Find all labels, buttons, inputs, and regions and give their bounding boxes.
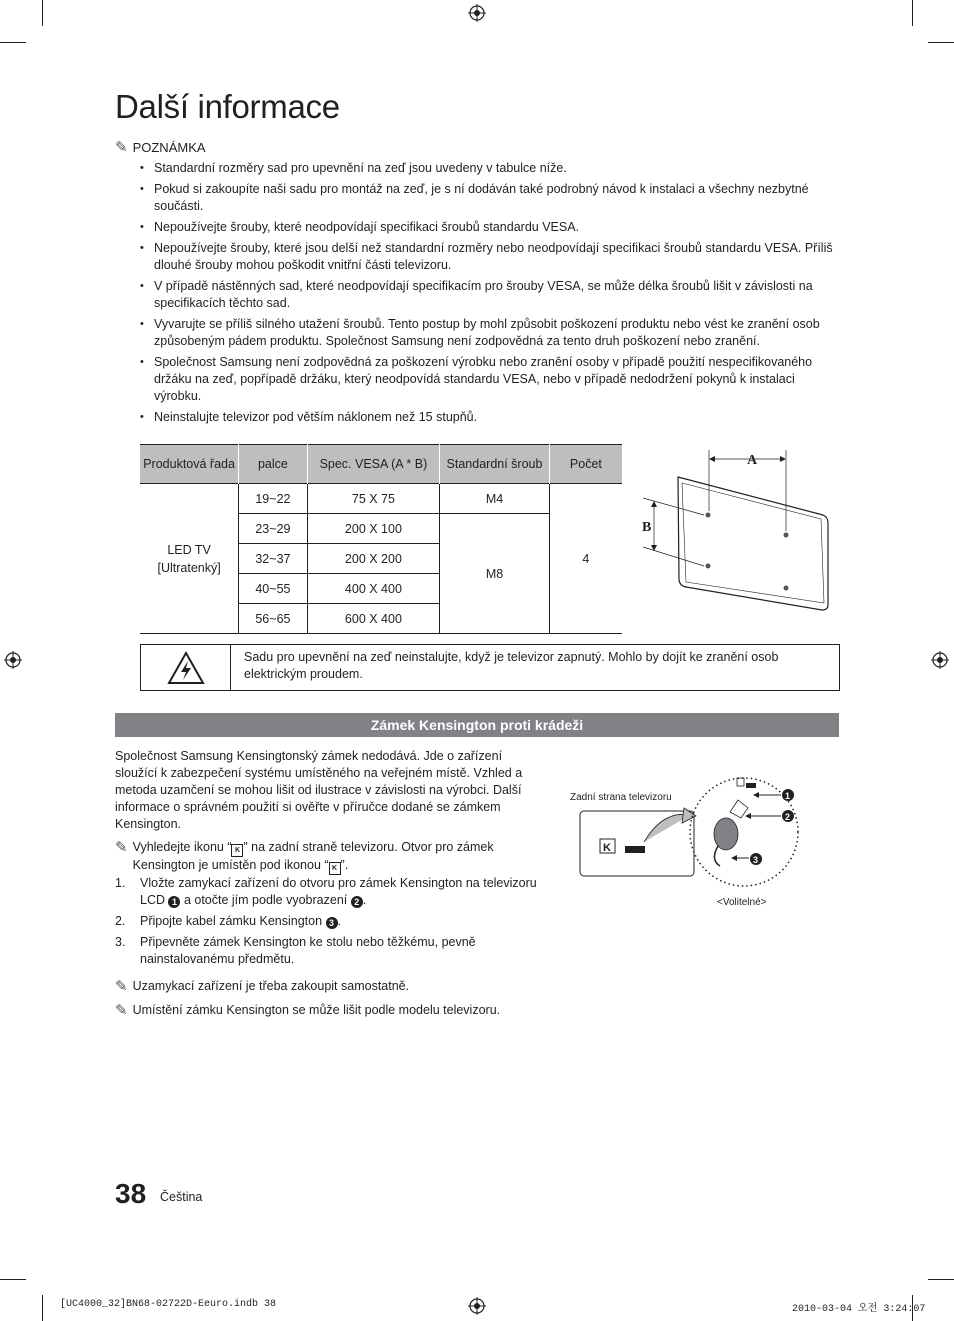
figure-label-optional: <Volitelné>: [717, 897, 767, 908]
table-cell: M4: [440, 484, 550, 514]
callout-1-icon: 1: [168, 896, 180, 908]
page-number: 38: [115, 1178, 147, 1209]
crop-mark: [42, 0, 43, 26]
warning-box: [140, 644, 840, 691]
dimension-label-b: B: [642, 520, 652, 535]
registration-mark-icon: [468, 1297, 486, 1315]
step-number: 1.: [115, 876, 126, 890]
pencil-note-icon: ✎: [115, 1002, 128, 1019]
registration-mark-icon: [931, 651, 949, 669]
list-item: • Vyvarujte se příliš silného utažení šroubů. Tento postup by mohl způsobit poškození produktu nebo vést ke zranění osob způsobeným pádem produktu. Společnost Samsung není zodpovědná za tento druh poškození nebo zranění.: [140, 316, 840, 350]
table-header: Spec. VESA (A * B): [307, 445, 440, 484]
pencil-note-icon: ✎: [115, 978, 128, 995]
list-item: • Standardní rozměry sad pro upevnění na zeď jsou uvedeny v tabulce níže.: [140, 160, 840, 177]
kensington-note: [115, 978, 555, 995]
table-cell: 56~65: [239, 604, 307, 634]
note-text: Umístění zámku Kensington se může lišit podle modelu televizoru.: [132, 1003, 501, 1017]
page-language: Čeština: [160, 1190, 203, 1204]
count-cell: 4: [549, 484, 622, 634]
callout-1-label: 1: [785, 791, 791, 801]
callout-3-label: 3: [753, 855, 759, 865]
step-text: Připevněte zámek Kensington ke stolu nebo těžkému, pevně nainstalovanému předmětu.: [140, 935, 476, 966]
kensington-note: [115, 1002, 555, 1019]
step-item: [115, 934, 555, 968]
imprint-file: [UC4000_32]BN68-02722D-Eeuro.indb 38: [60, 1299, 277, 1310]
note-text-part: ”.: [340, 858, 349, 872]
table-cell: 600 X 400: [307, 604, 440, 634]
crop-mark: [42, 1295, 43, 1321]
step-text-part: .: [337, 914, 342, 928]
step-text: [140, 913, 341, 930]
callout-3-icon: 3: [326, 917, 338, 929]
table-cell: M8: [440, 514, 550, 634]
product-line-label: LED TV [Ultratenký]: [157, 542, 221, 575]
vesa-spec-table: [140, 444, 622, 634]
note-text: [133, 839, 535, 875]
callout-2-icon: 2: [351, 896, 363, 908]
note-heading-label: POZNÁMKA: [132, 139, 206, 155]
pencil-note-icon: ✎: [115, 839, 128, 856]
list-item: • Pokud si zakoupíte naši sadu pro montáž na zeď, je s ní dodáván také podrobný návod k instalaci a všechny nezbytné součásti.: [140, 181, 840, 215]
step-text-part: a otočte jím podle vyobrazení: [180, 893, 351, 907]
note-text-part: Vyhledejte ikonu “: [132, 840, 232, 854]
kensington-k-icon: K: [329, 862, 341, 875]
dimension-label-a: A: [747, 453, 758, 468]
crop-mark: [912, 0, 913, 26]
step-item: [115, 875, 555, 909]
step-number: 3.: [115, 935, 126, 949]
electric-shock-warning-icon: [167, 651, 205, 685]
note-bullet-list: [140, 160, 840, 430]
list-item: • Nepoužívejte šrouby, které neodpovídají specifikaci šroubů standardu VESA.: [140, 219, 840, 236]
table-header: Počet: [549, 445, 622, 484]
list-item: • V případě nástěnných sad, které neodpovídají specifikacím pro šrouby VESA, se může délka šroubů lišit v závislosti na specifikacích těchto sad.: [140, 278, 840, 312]
note-heading: [115, 138, 206, 156]
pencil-note-icon: ✎: [115, 139, 128, 156]
table-header: palce: [239, 445, 307, 484]
table-cell: 200 X 200: [307, 544, 440, 574]
crop-mark: [0, 42, 26, 43]
crop-mark: [928, 42, 954, 43]
table-cell: 19~22: [239, 484, 307, 514]
kensington-lock-diagram: [578, 770, 808, 895]
crop-mark: [928, 1279, 954, 1280]
note-text-part: ” na zadní straně televizoru. Otvor pro zámek Kensington je umístěn pod ikonou “: [132, 840, 494, 872]
table-cell: 40~55: [239, 574, 307, 604]
product-line-cell: [140, 484, 239, 634]
warning-icon-cell: [141, 645, 231, 690]
table-cell: 23~29: [239, 514, 307, 544]
table-cell: 32~37: [239, 544, 307, 574]
list-item: • Neinstalujte televizor pod větším náklonem než 15 stupňů.: [140, 409, 840, 426]
table-header: Standardní šroub: [440, 445, 550, 484]
kensington-k-icon: K: [231, 844, 243, 857]
table-cell: 400 X 400: [307, 574, 440, 604]
table-cell: 200 X 100: [307, 514, 440, 544]
vesa-mount-diagram: [638, 445, 838, 625]
step-text-part: Vložte zamykací zařízení do otvoru pro zámek Kensington na televizoru LCD: [140, 876, 537, 907]
crop-mark: [0, 1279, 26, 1280]
list-item: • Nepoužívejte šrouby, které jsou delší než standardní rozměry nebo neodpovídají specifikaci šroubů standardu VESA. Příliš dlouhé šrouby mohou poškodit vnitřní části televizoru.: [140, 240, 840, 274]
table-header: Produktová řada: [140, 445, 239, 484]
step-number: 2.: [115, 914, 126, 928]
table-cell: 75 X 75: [307, 484, 440, 514]
table-header-row: [140, 445, 622, 484]
k-label: K: [603, 842, 611, 854]
callout-2-label: 2: [785, 812, 791, 822]
list-item: • Společnost Samsung není zodpovědná za poškození výrobku nebo zranění osoby v případě použití nespecifikovaného držáku na zeď, popřípadě držáku, který neodpovídá standardu VESA, nebo v případě nedodržení pokynů k instalaci výrobku.: [140, 354, 840, 405]
kensington-intro: [115, 748, 535, 875]
step-text: [140, 875, 555, 909]
step-text-part: .: [362, 893, 367, 907]
step-item: [115, 913, 555, 930]
step-text-part: Připojte kabel zámku Kensington: [140, 914, 326, 928]
table-row: [140, 484, 622, 514]
intro-paragraph: Společnost Samsung Kensingtonský zámek nedodává. Jde o zařízení sloužící k zabezpečení systému umístěného na veřejném místě. Vzhled a metoda uzamčení se mohou lišit od ilustrace v závislosti na výrobci. Další informace o správném použití si ověřte v příručce dodané se zámkem Kensington.: [115, 749, 523, 831]
section-heading-kensington: Zámek Kensington proti krádeži: [115, 713, 839, 737]
page-title: Další informace: [115, 88, 340, 125]
kensington-steps: [115, 875, 555, 1019]
registration-mark-icon: [4, 651, 22, 669]
figure-label-rear: Zadní strana televizoru: [570, 792, 672, 803]
registration-mark-icon: [468, 4, 486, 22]
imprint-date: 2010-03-04 오전 3:24:07: [792, 1304, 926, 1315]
note-text: Uzamykací zařízení je třeba zakoupit samostatně.: [132, 979, 410, 993]
warning-text: Sadu pro upevnění na zeď neinstalujte, když je televizor zapnutý. Mohlo by dojít ke zranění osob elektrickým proudem.: [244, 650, 779, 681]
kensington-note: [115, 839, 535, 875]
